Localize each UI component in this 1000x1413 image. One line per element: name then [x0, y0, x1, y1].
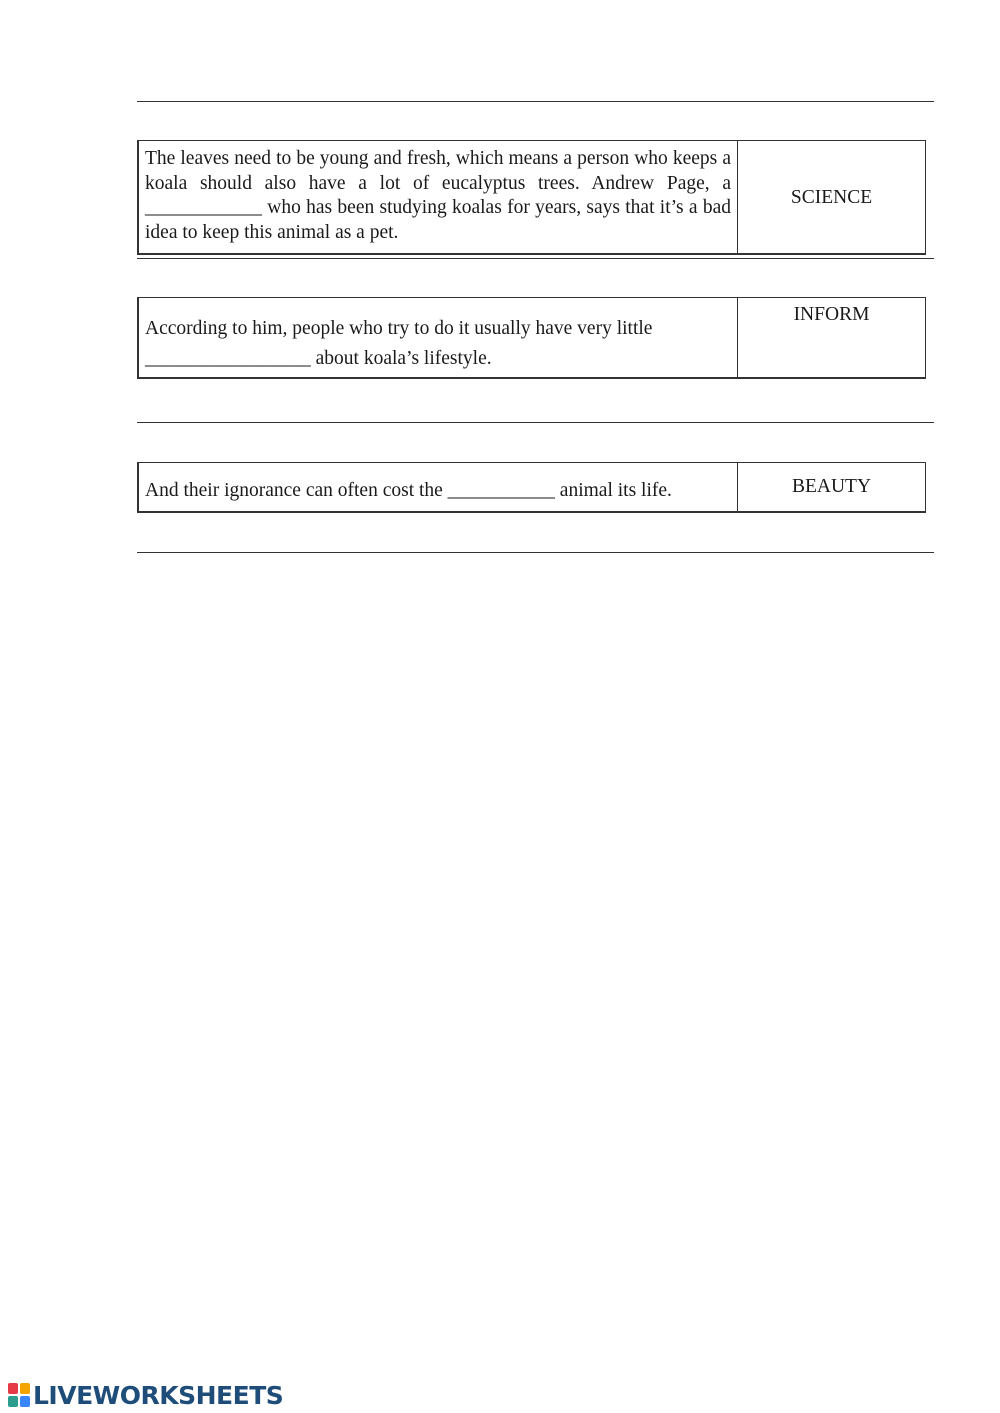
separator-line-top [137, 101, 934, 102]
item-3-base-word: BEAUTY [791, 476, 872, 497]
item-3-sentence: And their ignorance can often cost the ___________ animal its life. [139, 463, 738, 511]
exercise-item-3 [137, 462, 926, 513]
item-1-base-word: SCIENCE [790, 187, 873, 208]
item-2-sentence-line-2: _________________ about koala’s lifestyle. [145, 348, 492, 369]
logo-wordmark: LIVEWORKSHEETS [33, 1380, 284, 1410]
liveworksheets-logo-icon [8, 1383, 30, 1407]
liveworksheets-logo [8, 1380, 283, 1410]
exercise-item-2 [137, 297, 926, 379]
item-1-sentence: The leaves need to be young and fresh, which means a person who keeps a koala should also have a lot of eucalyptus trees. Andrew Page, a ____________ who has been studying koalas for years, says that it’s a bad idea to keep this animal as a pet. [139, 141, 738, 253]
separator-line-2 [137, 422, 934, 423]
item-2-sentence-line-1: According to him, people who try to do it usually have very little [145, 318, 653, 339]
item-2-sentence [139, 298, 738, 377]
separator-line-1 [137, 258, 934, 259]
exercise-item-1 [137, 140, 926, 255]
separator-line-bottom [137, 552, 934, 553]
item-2-base-word: INFORM [793, 304, 870, 325]
